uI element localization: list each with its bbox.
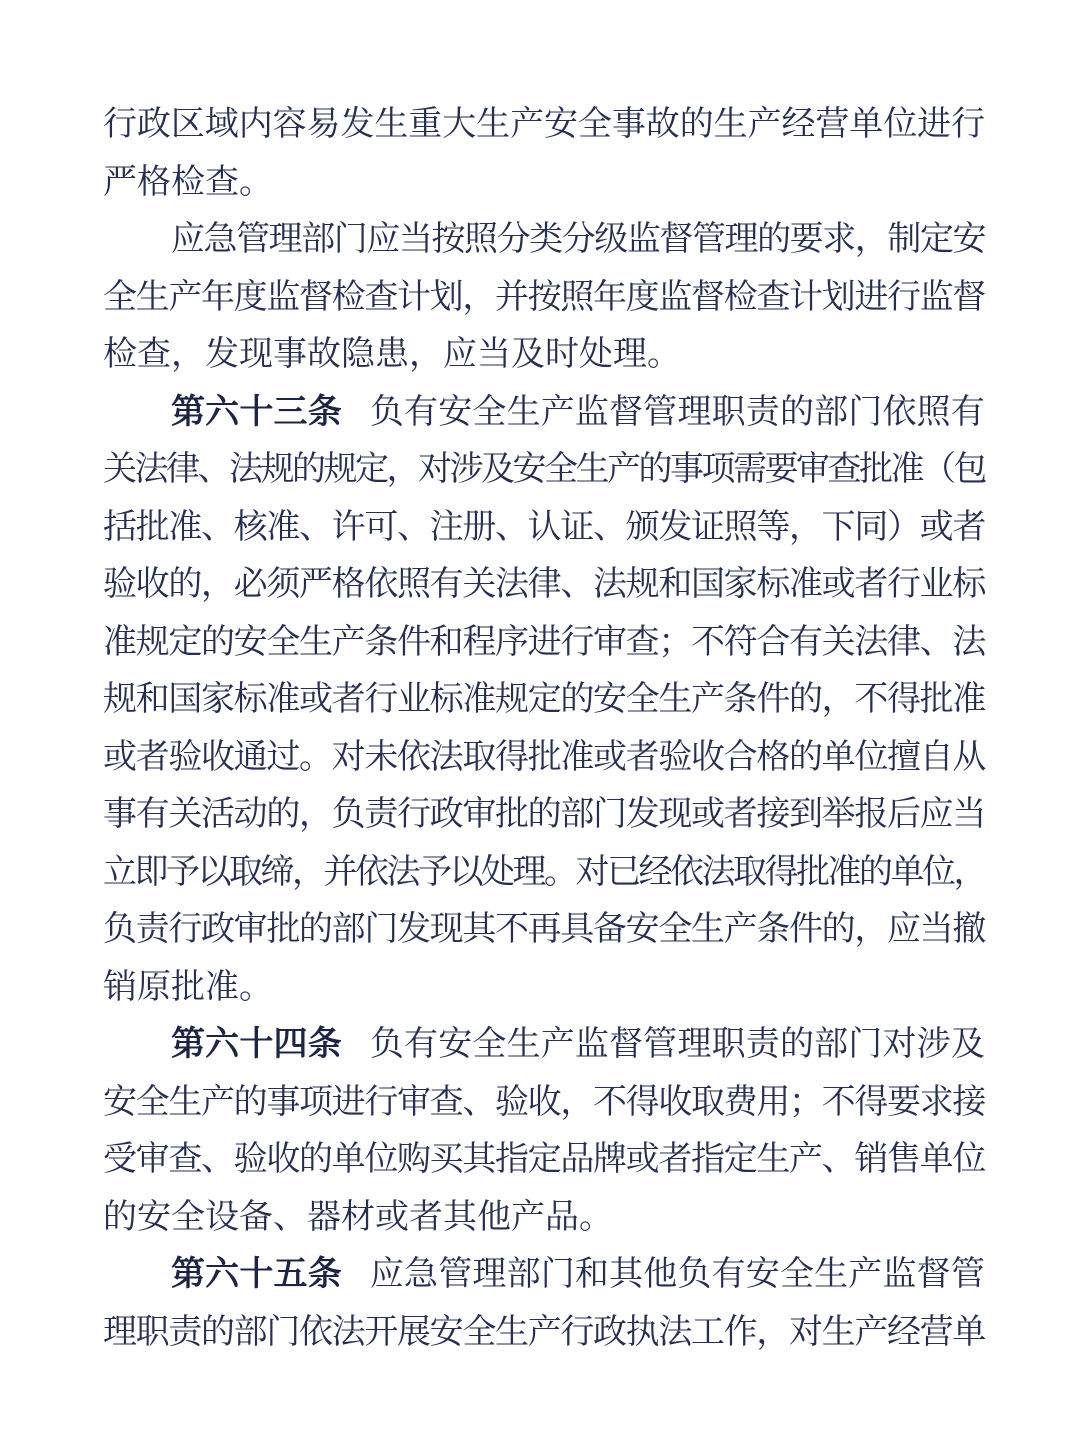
line-content: [103, 441, 985, 499]
line-content: [171, 384, 985, 442]
line-text: 受审查、验收的单位购买其指定品牌或者指定生产、销售单位: [103, 1141, 985, 1178]
text-line: [103, 326, 985, 384]
text-line: [103, 556, 985, 614]
text-line: [103, 614, 985, 672]
text-line: [103, 844, 985, 902]
line-text: 理职责的部门依法开展安全生产行政执法工作，对生产经营单: [103, 1313, 985, 1351]
article-number: 第六十四条: [171, 1025, 342, 1063]
line-content: [103, 1189, 613, 1247]
text-line: [103, 96, 985, 154]
line-content: [103, 671, 985, 729]
line-content: [103, 1304, 985, 1362]
line-text: 关法律、法规的规定，对涉及安全生产的事项需要审查批准（包: [103, 451, 985, 488]
line-text: 行政区域内容易发生重大生产安全事故的生产经营单位进行: [103, 106, 985, 143]
article-number: 第六十三条: [171, 392, 342, 431]
line-text: 应急管理部门应当按照分类分级监督管理的要求，制定安: [171, 221, 985, 258]
article-heading-line: [103, 384, 985, 442]
line-text: 括批准、核准、许可、注册、认证、颁发证照等，下同）或者: [103, 508, 985, 546]
line-text: 或者验收通过。对未依法取得批准或者验收合格的单位擅自从: [103, 738, 985, 776]
line-text: 负有安全生产监督管理职责的部门对涉及: [369, 1026, 986, 1063]
line-content: [103, 614, 985, 672]
line-text: 规和国家标准或者行业标准规定的安全生产条件的，不得批准: [103, 681, 985, 718]
line-text: 检查，发现事故隐患，应当及时处理。: [103, 336, 681, 373]
line-content: [103, 269, 985, 327]
text-line: [103, 959, 985, 1017]
text-line: [103, 269, 985, 327]
text-line: [103, 729, 985, 787]
article-heading-line: [103, 1016, 985, 1074]
line-text: 准规定的安全生产条件和程序进行审查；不符合有关法律、法: [103, 623, 985, 661]
line-content: [103, 1074, 985, 1132]
line-text: 销原批准。: [103, 968, 273, 1006]
text-line: [103, 786, 985, 844]
legal-text-block: [103, 96, 985, 1361]
text-line: [103, 901, 985, 959]
line-text: 验收的，必须严格依照有关法律、法规和国家标准或者行业标: [103, 566, 985, 603]
text-line: [103, 1189, 985, 1247]
line-text: 安全生产的事项进行审查、验收，不得收取费用；不得要求接: [103, 1083, 985, 1121]
text-line: [103, 1131, 985, 1189]
line-text: 立即予以取缔，并依法予以处理。对已经依法取得批准的单位，: [103, 853, 985, 891]
text-line: [103, 1074, 985, 1132]
article-heading-line: [103, 1246, 985, 1304]
line-content: [103, 154, 273, 212]
line-content: [171, 211, 985, 269]
article-number: 第六十五条: [171, 1255, 342, 1293]
line-content: [103, 959, 273, 1017]
line-text: 事有关活动的，负责行政审批的部门发现或者接到举报后应当: [103, 796, 985, 833]
line-content: [103, 499, 985, 557]
line-content: [103, 729, 985, 787]
text-line: [103, 154, 985, 212]
line-content: [103, 1131, 985, 1189]
line-content: [171, 1246, 985, 1304]
line-content: [103, 326, 681, 384]
text-line: [103, 441, 985, 499]
text-line: [103, 671, 985, 729]
text-line: [103, 211, 985, 269]
line-content: [103, 901, 985, 959]
line-text: 应急管理部门和其他负有安全生产监督管: [369, 1256, 986, 1293]
text-line: [103, 1304, 985, 1362]
line-text: 全生产年度监督检查计划，并按照年度监督检查计划进行监督: [103, 278, 985, 316]
text-line: [103, 499, 985, 557]
line-content: [103, 96, 985, 154]
line-text: 负责行政审批的部门发现其不再具备安全生产条件的，应当撤: [103, 911, 985, 948]
line-content: [103, 786, 985, 844]
line-text: 的安全设备、器材或者其他产品。: [103, 1198, 613, 1236]
line-content: [103, 556, 985, 614]
line-text: 严格检查。: [103, 163, 273, 201]
line-content: [103, 844, 985, 902]
line-content: [171, 1016, 985, 1074]
line-text: 负有安全生产监督管理职责的部门依照有: [369, 393, 986, 431]
